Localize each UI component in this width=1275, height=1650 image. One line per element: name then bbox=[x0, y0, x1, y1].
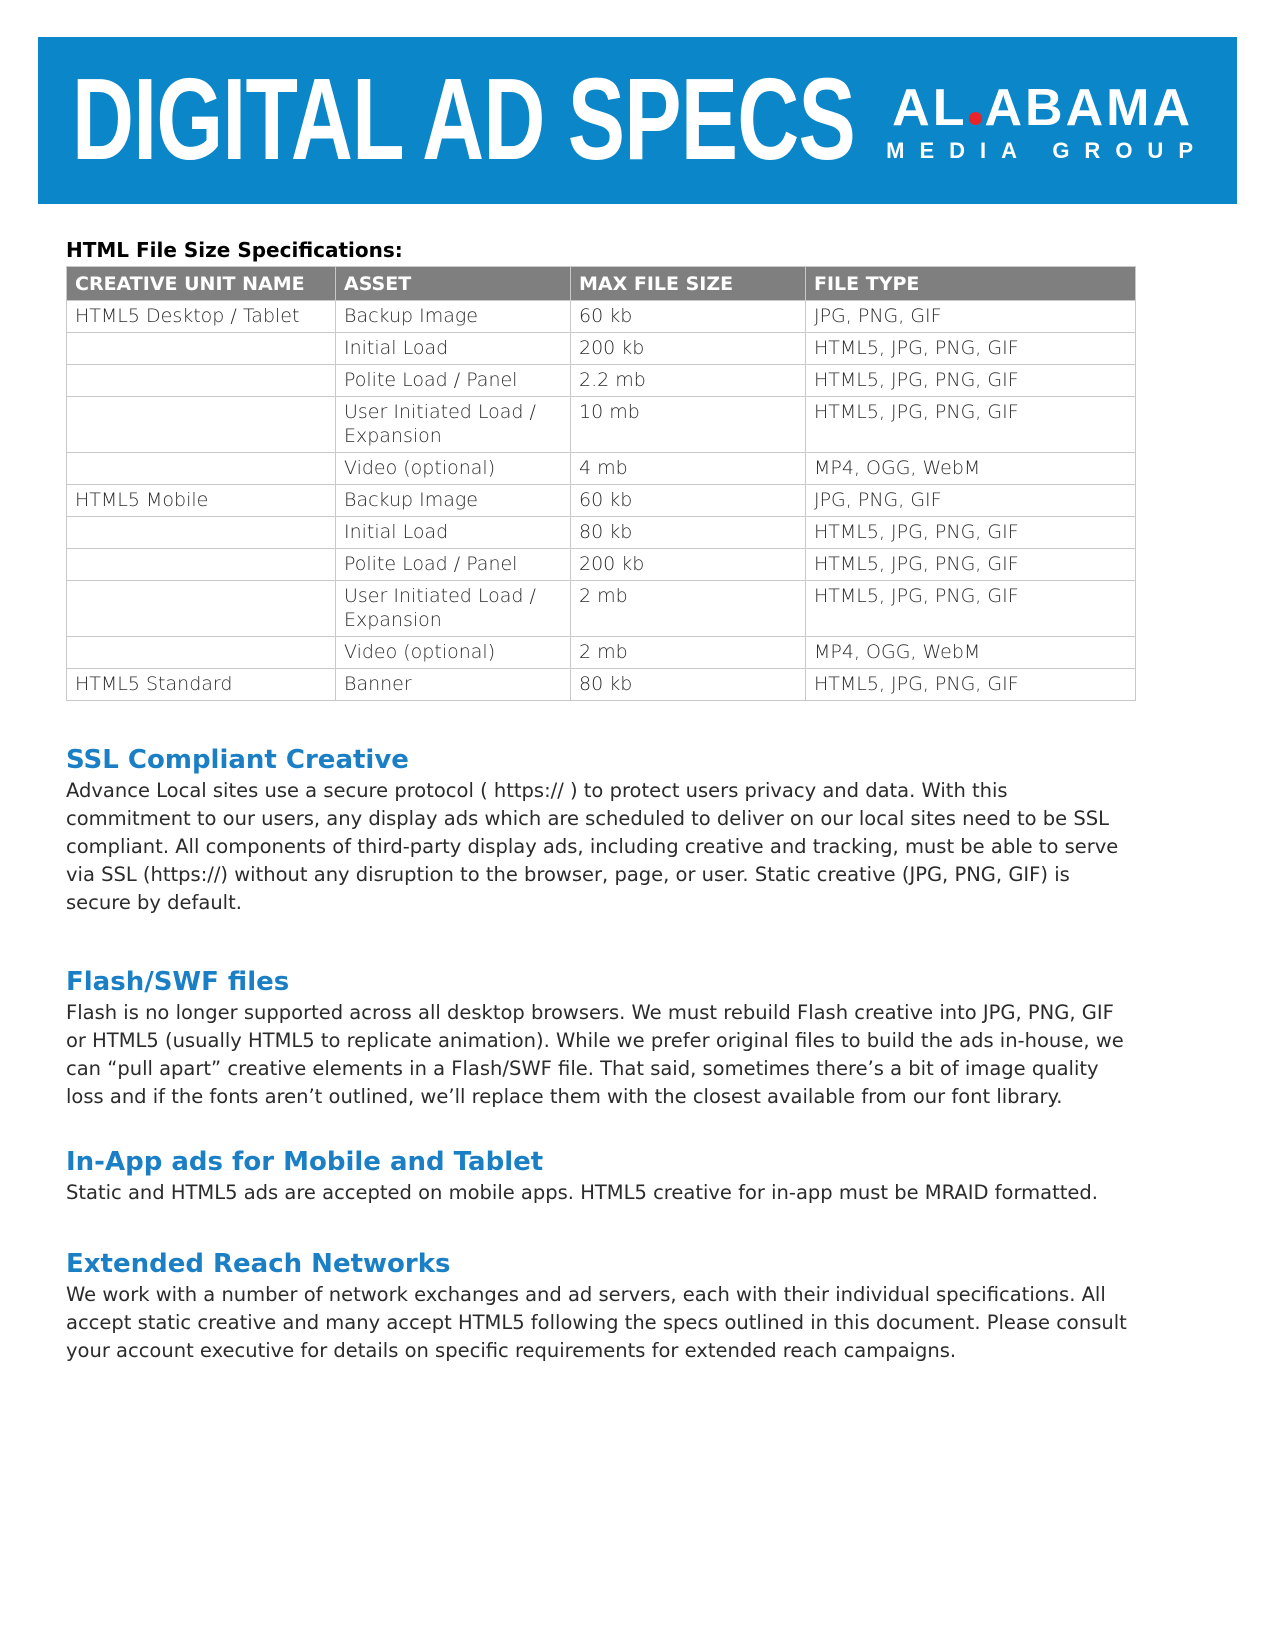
section-body: Advance Local sites use a secure protocol ( https:// ) to protect users privacy and data. With this commitment to our users, any display ads which are scheduled to deliver on our local sites need to be SSL compliant. All components of third-party display ads, including creative and tracking, must be able to serve via SSL (https://) without any disruption to the browser, page, or user. Static creative (JPG, PNG, GIF) is secure by default. bbox=[66, 779, 1119, 914]
section-ssl bbox=[66, 743, 1136, 917]
section-heading: SSL Compliant Creative bbox=[66, 745, 409, 775]
cell-max-file-size: 4 mb bbox=[571, 453, 806, 485]
cell-file-type: HTML5, JPG, PNG, GIF bbox=[806, 365, 1136, 397]
cell-creative-unit bbox=[67, 365, 336, 397]
cell-creative-unit bbox=[67, 453, 336, 485]
page-content bbox=[66, 236, 1136, 1365]
section-body: Static and HTML5 ads are accepted on mobile apps. HTML5 creative for in-app must be MRAID formatted. bbox=[66, 1181, 1098, 1204]
section-extended-reach bbox=[66, 1247, 1136, 1365]
logo-subtitle: MEDIA GROUP bbox=[886, 138, 1208, 163]
logo-dot-icon bbox=[969, 112, 982, 125]
header-creative-unit: CREATIVE UNIT NAME bbox=[67, 267, 336, 301]
cell-creative-unit: HTML5 Standard bbox=[67, 669, 336, 701]
cell-max-file-size: 10 mb bbox=[571, 397, 806, 453]
table-row bbox=[67, 453, 1136, 485]
cell-asset: Video (optional) bbox=[336, 453, 571, 485]
section-heading: Flash/SWF files bbox=[66, 967, 290, 997]
section-in-app bbox=[66, 1145, 1136, 1207]
cell-file-type: HTML5, JPG, PNG, GIF bbox=[806, 397, 1136, 453]
cell-max-file-size: 2 mb bbox=[571, 581, 806, 637]
cell-creative-unit: HTML5 Mobile bbox=[67, 485, 336, 517]
cell-asset: User Initiated Load / Expansion bbox=[336, 581, 571, 637]
cell-file-type: HTML5, JPG, PNG, GIF bbox=[806, 669, 1136, 701]
table-row bbox=[67, 549, 1136, 581]
cell-file-type: JPG, PNG, GIF bbox=[806, 301, 1136, 333]
cell-asset: User Initiated Load / Expansion bbox=[336, 397, 571, 453]
header-file-type: FILE TYPE bbox=[806, 267, 1136, 301]
table-row bbox=[67, 637, 1136, 669]
cell-asset: Backup Image bbox=[336, 301, 571, 333]
cell-creative-unit: HTML5 Desktop / Tablet bbox=[67, 301, 336, 333]
table-row bbox=[67, 365, 1136, 397]
section-body: We work with a number of network exchanges and ad servers, each with their individual specifications. All accept static creative and many accept HTML5 following the specs outlined in this document. Please consult your account executive for details on specific requirements for extended reach campaigns. bbox=[66, 1283, 1127, 1362]
cell-creative-unit bbox=[67, 549, 336, 581]
logo-wordmark bbox=[892, 81, 1193, 135]
table-row bbox=[67, 485, 1136, 517]
cell-max-file-size: 60 kb bbox=[571, 301, 806, 333]
cell-max-file-size: 60 kb bbox=[571, 485, 806, 517]
table-header-row bbox=[67, 267, 1136, 301]
cell-file-type: HTML5, JPG, PNG, GIF bbox=[806, 581, 1136, 637]
table-caption: HTML File Size Specifications: bbox=[66, 238, 403, 262]
table-row bbox=[67, 397, 1136, 453]
cell-asset: Video (optional) bbox=[336, 637, 571, 669]
logo-text-right: ABAMA bbox=[984, 79, 1193, 137]
cell-asset: Initial Load bbox=[336, 333, 571, 365]
cell-asset: Polite Load / Panel bbox=[336, 549, 571, 581]
cell-max-file-size: 200 kb bbox=[571, 333, 806, 365]
section-flash bbox=[66, 965, 1136, 1111]
table-row bbox=[67, 581, 1136, 637]
page-title: DIGITAL AD SPECS bbox=[72, 54, 856, 184]
cell-creative-unit bbox=[67, 397, 336, 453]
cell-asset: Banner bbox=[336, 669, 571, 701]
table-row bbox=[67, 301, 1136, 333]
cell-creative-unit bbox=[67, 581, 336, 637]
cell-file-type: HTML5, JPG, PNG, GIF bbox=[806, 517, 1136, 549]
logo-text-left: AL bbox=[892, 79, 968, 137]
header-asset: ASSET bbox=[336, 267, 571, 301]
table-row bbox=[67, 669, 1136, 701]
cell-creative-unit bbox=[67, 333, 336, 365]
company-logo bbox=[863, 79, 1208, 163]
cell-file-type: HTML5, JPG, PNG, GIF bbox=[806, 333, 1136, 365]
table-row bbox=[67, 517, 1136, 549]
section-heading: In-App ads for Mobile and Tablet bbox=[66, 1147, 544, 1177]
cell-creative-unit bbox=[67, 517, 336, 549]
cell-max-file-size: 2.2 mb bbox=[571, 365, 806, 397]
cell-creative-unit bbox=[67, 637, 336, 669]
cell-max-file-size: 200 kb bbox=[571, 549, 806, 581]
header-max-file-size: MAX FILE SIZE bbox=[571, 267, 806, 301]
section-heading: Extended Reach Networks bbox=[66, 1249, 451, 1279]
cell-file-type: HTML5, JPG, PNG, GIF bbox=[806, 549, 1136, 581]
cell-file-type: MP4, OGG, WebM bbox=[806, 453, 1136, 485]
cell-asset: Backup Image bbox=[336, 485, 571, 517]
cell-asset: Polite Load / Panel bbox=[336, 365, 571, 397]
cell-max-file-size: 2 mb bbox=[571, 637, 806, 669]
file-size-table bbox=[66, 266, 1136, 701]
cell-max-file-size: 80 kb bbox=[571, 669, 806, 701]
cell-asset: Initial Load bbox=[336, 517, 571, 549]
cell-max-file-size: 80 kb bbox=[571, 517, 806, 549]
table-row bbox=[67, 333, 1136, 365]
section-body: Flash is no longer supported across all desktop browsers. We must rebuild Flash creative into JPG, PNG, GIF or HTML5 (usually HTML5 to replicate animation). While we prefer original files to build the ads in-house, we can “pull apart” creative elements in a Flash/SWF file. That said, sometimes there’s a bit of image quality loss and if the fonts aren’t outlined, we’ll replace them with the closest available from our font library. bbox=[66, 1001, 1124, 1108]
cell-file-type: MP4, OGG, WebM bbox=[806, 637, 1136, 669]
cell-file-type: JPG, PNG, GIF bbox=[806, 485, 1136, 517]
header-banner bbox=[38, 37, 1237, 204]
